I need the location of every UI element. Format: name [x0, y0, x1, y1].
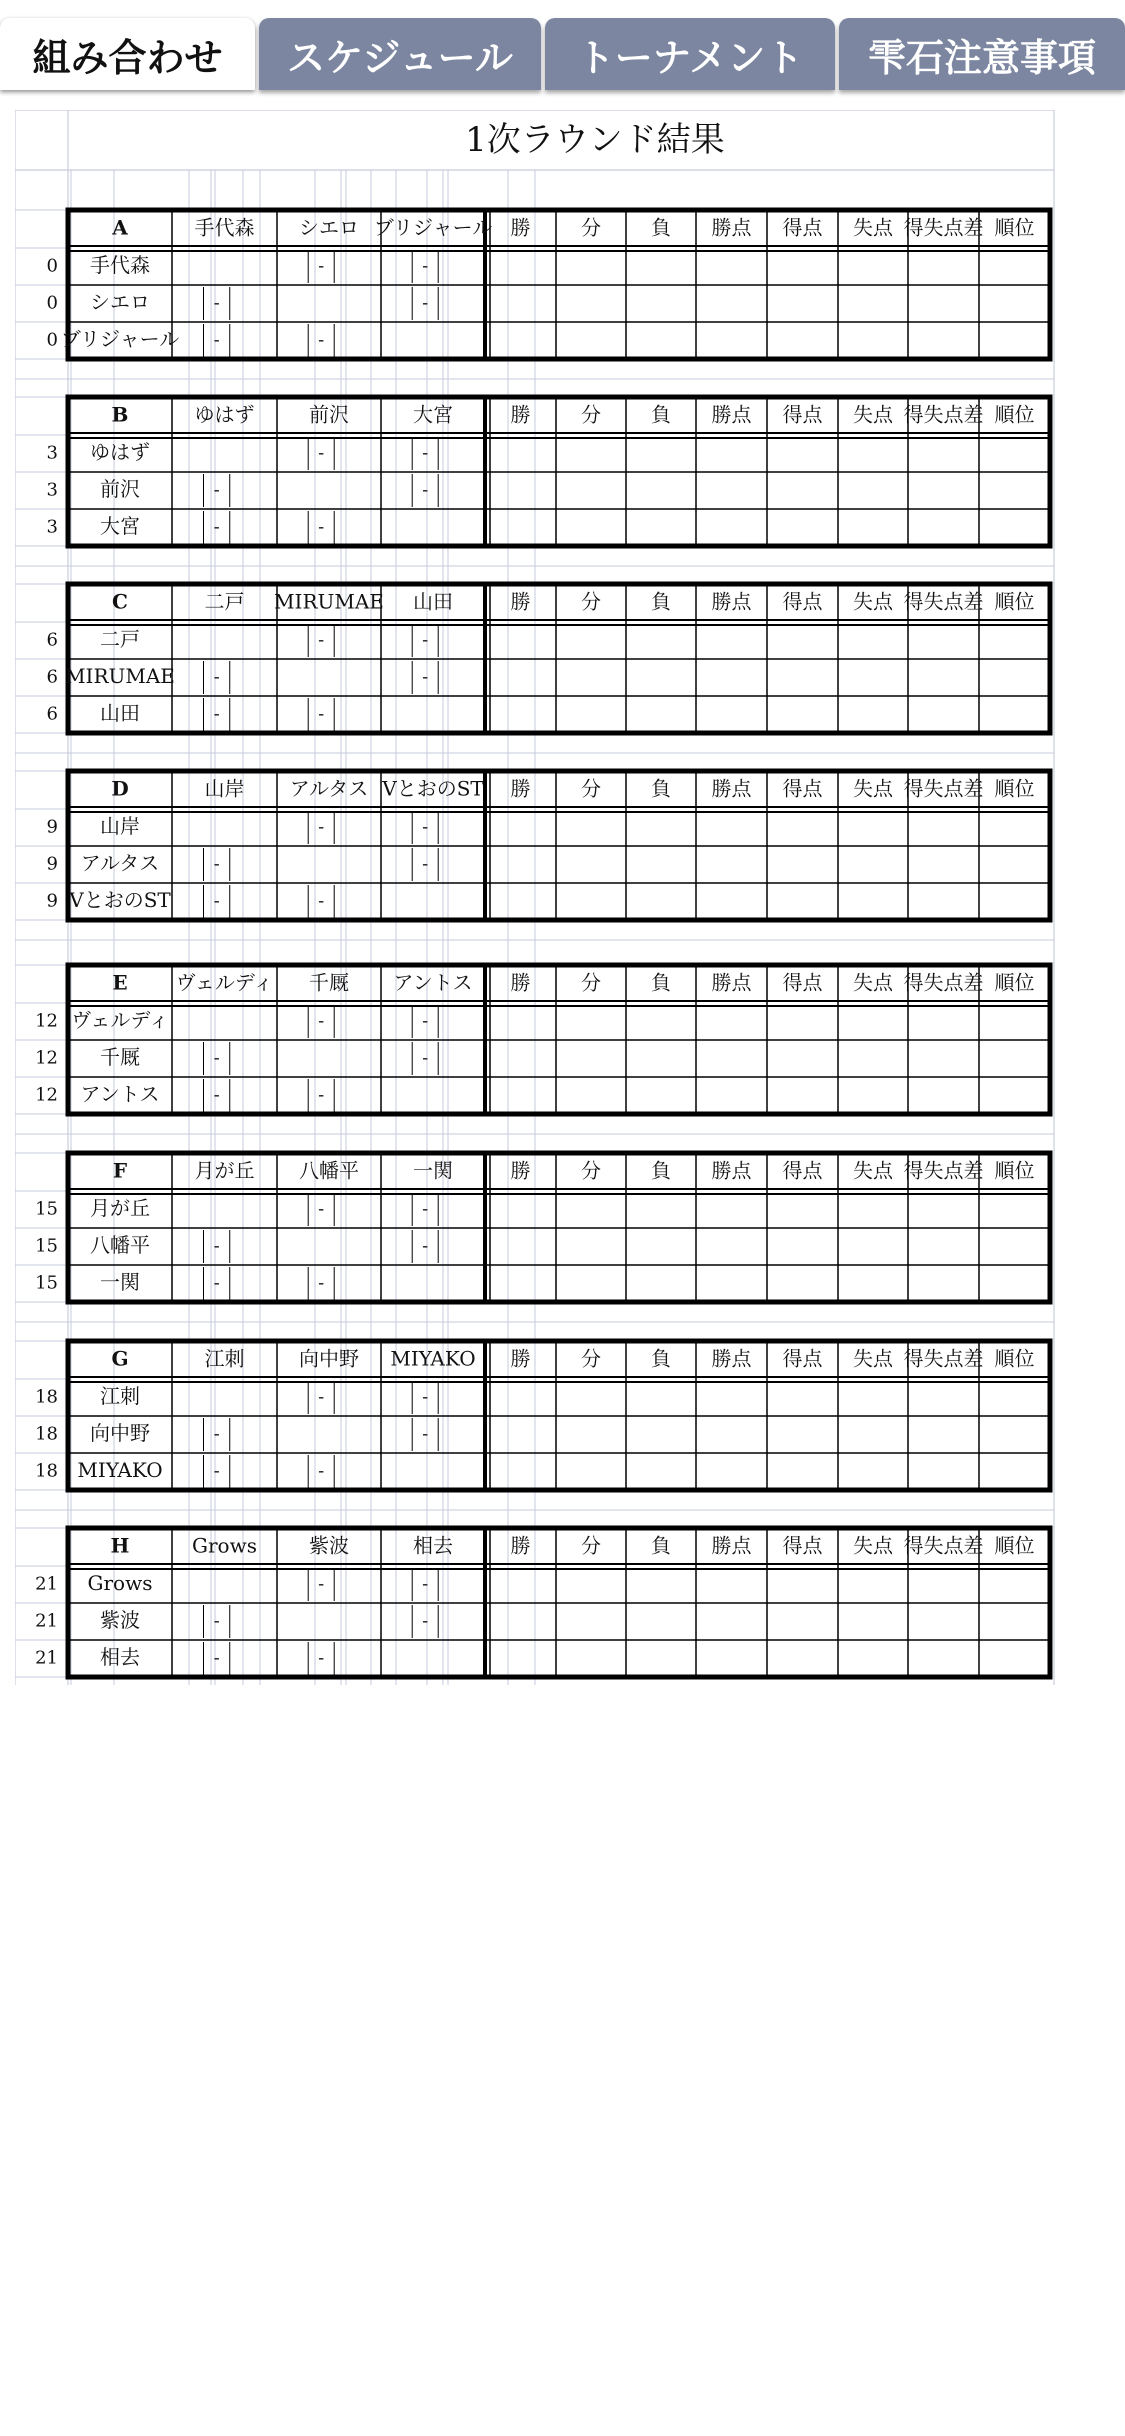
group-label: A [112, 215, 128, 240]
row-team-name: 山岸 [100, 814, 140, 838]
stat-column-header: 勝点 [711, 402, 752, 427]
row-team-name: ヴェルディ [71, 1008, 169, 1032]
score-dash: - [213, 1047, 220, 1069]
results-spreadsheet [15, 110, 1055, 1685]
header-team-name: 相去 [413, 1533, 453, 1558]
stat-column-header: 勝点 [711, 1158, 752, 1183]
stat-column-header: 勝 [510, 776, 531, 801]
header-team-name: MIRUMAE [274, 589, 384, 614]
header-team-name: 江刺 [204, 1346, 245, 1371]
stat-column-header: 得失点差 [903, 970, 984, 995]
header-team-name: 山田 [413, 589, 453, 614]
score-dash: - [213, 853, 220, 875]
score-dash: - [213, 292, 220, 314]
stat-column-header: 分 [581, 402, 601, 427]
row-team-name: 手代森 [90, 253, 150, 277]
row-number: 9 [46, 853, 58, 875]
row-number: 21 [35, 1647, 58, 1669]
row-number: 12 [35, 1047, 58, 1069]
stat-column-header: 得点 [782, 776, 823, 801]
stat-column-header: 負 [651, 776, 671, 801]
score-dash: - [318, 629, 325, 651]
stat-column-header: 失点 [853, 1533, 893, 1558]
row-team-name: 八幡平 [90, 1233, 150, 1257]
score-dash: - [422, 853, 429, 875]
row-number: 18 [35, 1423, 58, 1445]
stat-column-header: 順位 [994, 1346, 1035, 1371]
stat-column-header: 得失点差 [903, 1346, 984, 1371]
score-dash: - [213, 516, 220, 538]
group-label: G [111, 1346, 129, 1371]
row-team-name: シエロ [90, 290, 150, 314]
row-number: 9 [46, 816, 58, 838]
score-dash: - [213, 1084, 220, 1106]
tab-tournament[interactable]: トーナメント [545, 18, 835, 90]
header-team-name: 二戸 [204, 589, 245, 614]
score-dash: - [213, 1235, 220, 1257]
row-number: 6 [46, 629, 58, 651]
row-number: 21 [35, 1573, 58, 1595]
header-team-name: 向中野 [299, 1346, 359, 1371]
score-dash: - [213, 890, 220, 912]
results-sheet [15, 110, 1055, 1685]
score-dash: - [318, 1647, 325, 1669]
row-team-name: 江刺 [100, 1384, 140, 1408]
score-dash: - [318, 890, 325, 912]
stat-column-header: 分 [581, 776, 601, 801]
stat-column-header: 分 [581, 215, 601, 240]
row-number: 21 [35, 1610, 58, 1632]
row-number: 15 [35, 1272, 58, 1294]
header-team-name: Grows [192, 1533, 257, 1558]
score-dash: - [213, 1610, 220, 1632]
header-team-name: 山岸 [204, 776, 245, 801]
stat-column-header: 負 [651, 589, 671, 614]
stat-column-header: 得点 [782, 402, 823, 427]
score-dash: - [422, 666, 429, 688]
score-dash: - [318, 1272, 325, 1294]
group-label: B [111, 402, 129, 427]
stat-column-header: 分 [581, 1533, 601, 1558]
row-team-name: 一関 [100, 1270, 140, 1294]
score-dash: - [318, 703, 325, 725]
score-dash: - [213, 703, 220, 725]
stat-column-header: 負 [651, 970, 671, 995]
score-dash: - [318, 1010, 325, 1032]
row-number: 3 [46, 479, 58, 501]
stat-column-header: 勝 [510, 589, 531, 614]
stat-column-header: 分 [581, 970, 601, 995]
row-team-name: ゆはず [90, 440, 150, 464]
score-dash: - [318, 1460, 325, 1482]
row-team-name: アントス [80, 1082, 160, 1106]
row-number: 3 [46, 516, 58, 538]
stat-column-header: 順位 [994, 1158, 1035, 1183]
row-number: 18 [35, 1386, 58, 1408]
stat-column-header: 失点 [853, 776, 893, 801]
tab-notes[interactable]: 雫石注意事項 [839, 18, 1125, 90]
header-team-name: MIYAKO [390, 1346, 476, 1371]
stat-column-header: 順位 [994, 776, 1035, 801]
header-team-name: ゆはず [194, 402, 255, 427]
stat-column-header: 負 [651, 402, 671, 427]
score-dash: - [422, 1047, 429, 1069]
stat-column-header: 得点 [782, 215, 823, 240]
stat-column-header: 順位 [994, 1533, 1035, 1558]
score-dash: - [213, 1647, 220, 1669]
row-team-name: 千厩 [100, 1045, 140, 1069]
score-dash: - [213, 666, 220, 688]
group-label: D [111, 776, 129, 801]
stat-column-header: 勝 [510, 1158, 531, 1183]
row-team-name: アルタス [80, 851, 160, 875]
row-number: 18 [35, 1460, 58, 1482]
header-team-name: シエロ [299, 215, 359, 240]
row-team-name: 向中野 [90, 1421, 150, 1445]
header-team-name: 千厩 [309, 970, 349, 995]
score-dash: - [213, 1423, 220, 1445]
stat-column-header: 得失点差 [903, 776, 984, 801]
row-number: 0 [46, 255, 58, 277]
row-team-name: Grows [87, 1571, 153, 1595]
stat-column-header: 順位 [994, 589, 1035, 614]
score-dash: - [318, 1198, 325, 1220]
stat-column-header: 失点 [853, 1346, 893, 1371]
score-dash: - [422, 1423, 429, 1445]
row-team-name: 相去 [100, 1645, 140, 1669]
row-number: 6 [46, 703, 58, 725]
score-dash: - [318, 816, 325, 838]
row-number: 12 [35, 1010, 58, 1032]
score-dash: - [422, 1386, 429, 1408]
row-number: 15 [35, 1198, 58, 1220]
score-dash: - [318, 329, 325, 351]
stat-column-header: 失点 [853, 589, 893, 614]
stat-column-header: 得点 [782, 970, 823, 995]
stat-column-header: 得失点差 [903, 402, 984, 427]
row-number: 12 [35, 1084, 58, 1106]
score-dash: - [422, 1010, 429, 1032]
stat-column-header: 負 [651, 1346, 671, 1371]
row-team-name: 山田 [100, 701, 140, 725]
row-team-name: 紫波 [100, 1608, 140, 1632]
stat-column-header: 勝 [510, 970, 531, 995]
group-label: F [112, 1158, 128, 1183]
header-team-name: 八幡平 [299, 1158, 359, 1183]
score-dash: - [422, 816, 429, 838]
row-number: 15 [35, 1235, 58, 1257]
score-dash: - [318, 1386, 325, 1408]
tab-schedule[interactable]: スケジュール [259, 18, 541, 90]
header-team-name: 一関 [413, 1158, 453, 1183]
stat-column-header: 失点 [853, 215, 893, 240]
row-number: 0 [46, 292, 58, 314]
group-label: E [112, 970, 128, 995]
stat-column-header: 勝点 [711, 1533, 752, 1558]
row-number: 9 [46, 890, 58, 912]
stat-column-header: 得失点差 [903, 215, 984, 240]
stat-column-header: 失点 [853, 1158, 893, 1183]
stat-column-header: 得点 [782, 1533, 823, 1558]
stat-column-header: 勝点 [711, 589, 752, 614]
stat-column-header: 勝 [510, 215, 531, 240]
score-dash: - [318, 255, 325, 277]
header-team-name: アルタス [289, 776, 369, 801]
score-dash: - [213, 1460, 220, 1482]
header-team-name: アントス [393, 970, 473, 995]
tab-bar [0, 0, 1125, 96]
stat-column-header: 得点 [782, 589, 823, 614]
score-dash: - [422, 1198, 429, 1220]
group-label: C [112, 589, 128, 614]
row-team-name: 大宮 [100, 514, 140, 538]
stat-column-header: 分 [581, 1346, 601, 1371]
header-team-name: 前沢 [309, 402, 349, 427]
stat-column-header: 得点 [782, 1158, 823, 1183]
row-team-name: 二戸 [100, 627, 140, 651]
header-team-name: VとおのST [382, 776, 484, 801]
score-dash: - [422, 629, 429, 651]
stat-column-header: 負 [651, 1158, 671, 1183]
score-dash: - [422, 292, 429, 314]
tab-matchups[interactable]: 組み合わせ [0, 18, 255, 90]
stat-column-header: 負 [651, 215, 671, 240]
stat-column-header: 分 [581, 589, 601, 614]
header-team-name: 紫波 [309, 1533, 349, 1558]
score-dash: - [422, 1610, 429, 1632]
row-team-name: MIYAKO [77, 1458, 163, 1482]
stat-column-header: 得失点差 [903, 589, 984, 614]
sheet-title: 1次ラウンド結果 [465, 120, 725, 160]
score-dash: - [422, 1235, 429, 1257]
stat-column-header: 勝 [510, 402, 531, 427]
header-team-name: ブリジャール [373, 215, 493, 240]
row-team-name: ブリジャール [60, 327, 180, 351]
stat-column-header: 勝 [510, 1533, 531, 1558]
row-team-name: 前沢 [100, 477, 140, 501]
stat-column-header: 順位 [994, 402, 1035, 427]
score-dash: - [318, 516, 325, 538]
score-dash: - [213, 479, 220, 501]
stat-column-header: 失点 [853, 970, 893, 995]
header-team-name: 月が丘 [194, 1158, 255, 1183]
row-number: 0 [46, 329, 58, 351]
stat-column-header: 負 [651, 1533, 671, 1558]
header-team-name: 大宮 [413, 402, 453, 427]
row-number: 3 [46, 442, 58, 464]
stat-column-header: 得失点差 [903, 1158, 984, 1183]
stat-column-header: 失点 [853, 402, 893, 427]
stat-column-header: 勝点 [711, 1346, 752, 1371]
stat-column-header: 順位 [994, 215, 1035, 240]
stat-column-header: 分 [581, 1158, 601, 1183]
row-team-name: VとおのST [69, 888, 171, 912]
score-dash: - [213, 1272, 220, 1294]
score-dash: - [213, 329, 220, 351]
row-team-name: 月が丘 [90, 1196, 150, 1220]
header-team-name: 手代森 [194, 215, 255, 240]
score-dash: - [318, 1573, 325, 1595]
score-dash: - [318, 442, 325, 464]
score-dash: - [422, 442, 429, 464]
score-dash: - [422, 1573, 429, 1595]
header-team-name: ヴェルディ [175, 970, 274, 995]
stat-column-header: 得失点差 [903, 1533, 984, 1558]
stat-column-header: 得点 [782, 1346, 823, 1371]
stat-column-header: 勝点 [711, 776, 752, 801]
group-label: H [110, 1533, 130, 1558]
stat-column-header: 勝点 [711, 970, 752, 995]
stat-column-header: 勝 [510, 1346, 531, 1371]
score-dash: - [422, 479, 429, 501]
score-dash: - [318, 1084, 325, 1106]
score-dash: - [422, 255, 429, 277]
row-team-name: MIRUMAE [65, 664, 175, 688]
stat-column-header: 勝点 [711, 215, 752, 240]
row-number: 6 [46, 666, 58, 688]
stat-column-header: 順位 [994, 970, 1035, 995]
